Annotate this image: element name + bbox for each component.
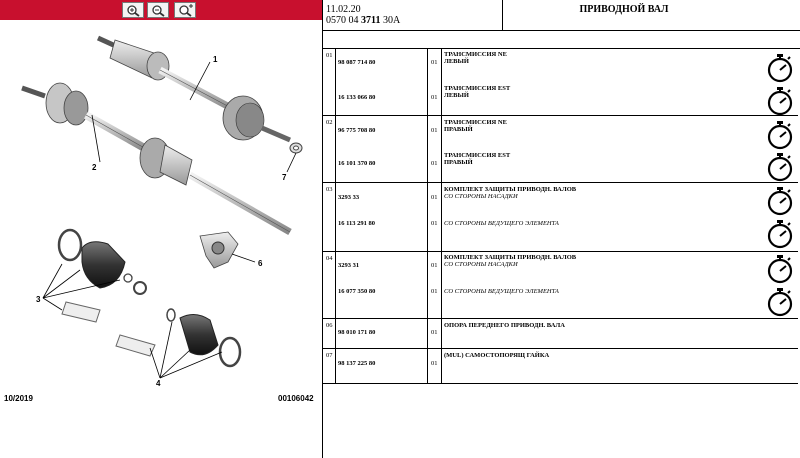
description-detail: ПРАВЫЙ [444,126,473,133]
row-divider [323,318,798,319]
description: (MUL) САМОСТОПОРЯЩ ГАЙКА [444,352,550,359]
header-date: 11.02.20 [326,4,361,15]
description-detail: СО СТОРОНЫ ВЕДУЩЕГО ЭЛЕМЕНТА [444,288,559,295]
row-number: 03 [326,186,333,193]
header-ref: 0570 04 3711 30A [326,15,401,26]
boot-kit-4[interactable] [116,309,240,366]
quantity: 01 [431,288,438,295]
part-number[interactable]: 16 077 350 80 [338,288,376,295]
description: ТРАНСМИССИЯ EST [444,85,511,92]
description-detail: ЛЕВЫЙ [444,58,469,65]
footer-date: 10/2019 [4,394,33,403]
stopwatch-icon[interactable] [766,86,794,116]
zoom-fit-icon [178,4,194,17]
row-number: 01 [326,52,333,59]
quantity: 01 [431,160,438,167]
description-detail: ПРАВЫЙ [444,159,473,166]
row-divider [323,251,798,252]
quantity: 01 [431,127,438,134]
part-number[interactable]: 96 775 708 80 [338,127,376,134]
part-number[interactable]: 16 133 066 80 [338,94,376,101]
quantity: 01 [431,220,438,227]
zoom-out-icon [151,4,165,17]
description: ТРАНСМИССИЯ NE [444,119,507,126]
quantity: 01 [431,329,438,336]
row-divider [323,348,798,349]
callout-2: 2 [92,163,97,172]
stopwatch-icon[interactable] [766,287,794,317]
zoom-fit-button[interactable] [174,2,196,18]
row-number: 07 [326,352,333,359]
diagram-toolbar [0,0,322,20]
self-locking-nut-7[interactable] [290,143,302,153]
page-title: ПРИВОДНОЙ ВАЛ [579,4,669,15]
row-divider [323,115,798,116]
callout-6: 6 [258,259,263,268]
row-number: 02 [326,119,333,126]
footer-code: 00106042 [278,394,314,403]
row-number: 06 [326,322,333,329]
row-divider [323,182,798,183]
header-band [323,31,800,49]
zoom-in-button[interactable] [122,2,144,18]
header-meta [323,0,503,30]
description-detail: СО СТОРОНЫ НАСАДКИ [444,261,518,268]
col-divider [427,48,428,383]
callout-3: 3 [36,295,41,304]
quantity: 01 [431,360,438,367]
bearing-support-6[interactable] [200,232,238,268]
part-number[interactable]: 3293 31 [338,262,360,269]
parts-list-pane [323,0,800,458]
zoom-in-icon [126,4,140,17]
drive-shaft-1[interactable] [98,38,290,140]
stopwatch-icon[interactable] [766,219,794,249]
description: ТРАНСМИССИЯ EST [444,152,511,159]
callout-1: 1 [213,55,218,64]
zoom-out-button[interactable] [147,2,169,18]
part-number[interactable]: 98 087 714 80 [338,59,376,66]
quantity: 01 [431,59,438,66]
list-header [323,0,800,31]
col-divider [441,48,442,383]
stopwatch-icon[interactable] [766,152,794,182]
description: КОМПЛЕКТ ЗАЩИТЫ ПРИВОДН. ВАЛОВ [444,186,577,193]
stopwatch-icon[interactable] [766,53,794,83]
col-divider [335,48,336,383]
description-detail: СО СТОРОНЫ ВЕДУЩЕГО ЭЛЕМЕНТА [444,220,559,227]
description: КОМПЛЕКТ ЗАЩИТЫ ПРИВОДН. ВАЛОВ [444,254,577,261]
part-number[interactable]: 3293 33 [338,194,360,201]
row-number: 04 [326,255,333,262]
quantity: 01 [431,194,438,201]
quantity: 01 [431,262,438,269]
exploded-parts-diagram [0,20,322,400]
quantity: 01 [431,94,438,101]
part-number[interactable]: 98 137 225 80 [338,360,376,367]
description: ТРАНСМИССИЯ NE [444,51,507,58]
description-detail: ЛЕВЫЙ [444,92,469,99]
callout-4: 4 [156,379,161,388]
part-number[interactable]: 16 101 370 80 [338,160,376,167]
stopwatch-icon[interactable] [766,186,794,216]
row-divider [323,383,798,384]
stopwatch-icon[interactable] [766,120,794,150]
stopwatch-icon[interactable] [766,254,794,284]
callout-7: 7 [282,173,287,182]
part-number[interactable]: 98 010 171 80 [338,329,376,336]
description-detail: СО СТОРОНЫ НАСАДКИ [444,193,518,200]
diagram-pane [0,0,323,458]
description: ОПОРА ПЕРЕДНЕГО ПРИВОДН. ВАЛА [444,322,565,329]
part-number[interactable]: 16 113 291 80 [338,220,376,227]
